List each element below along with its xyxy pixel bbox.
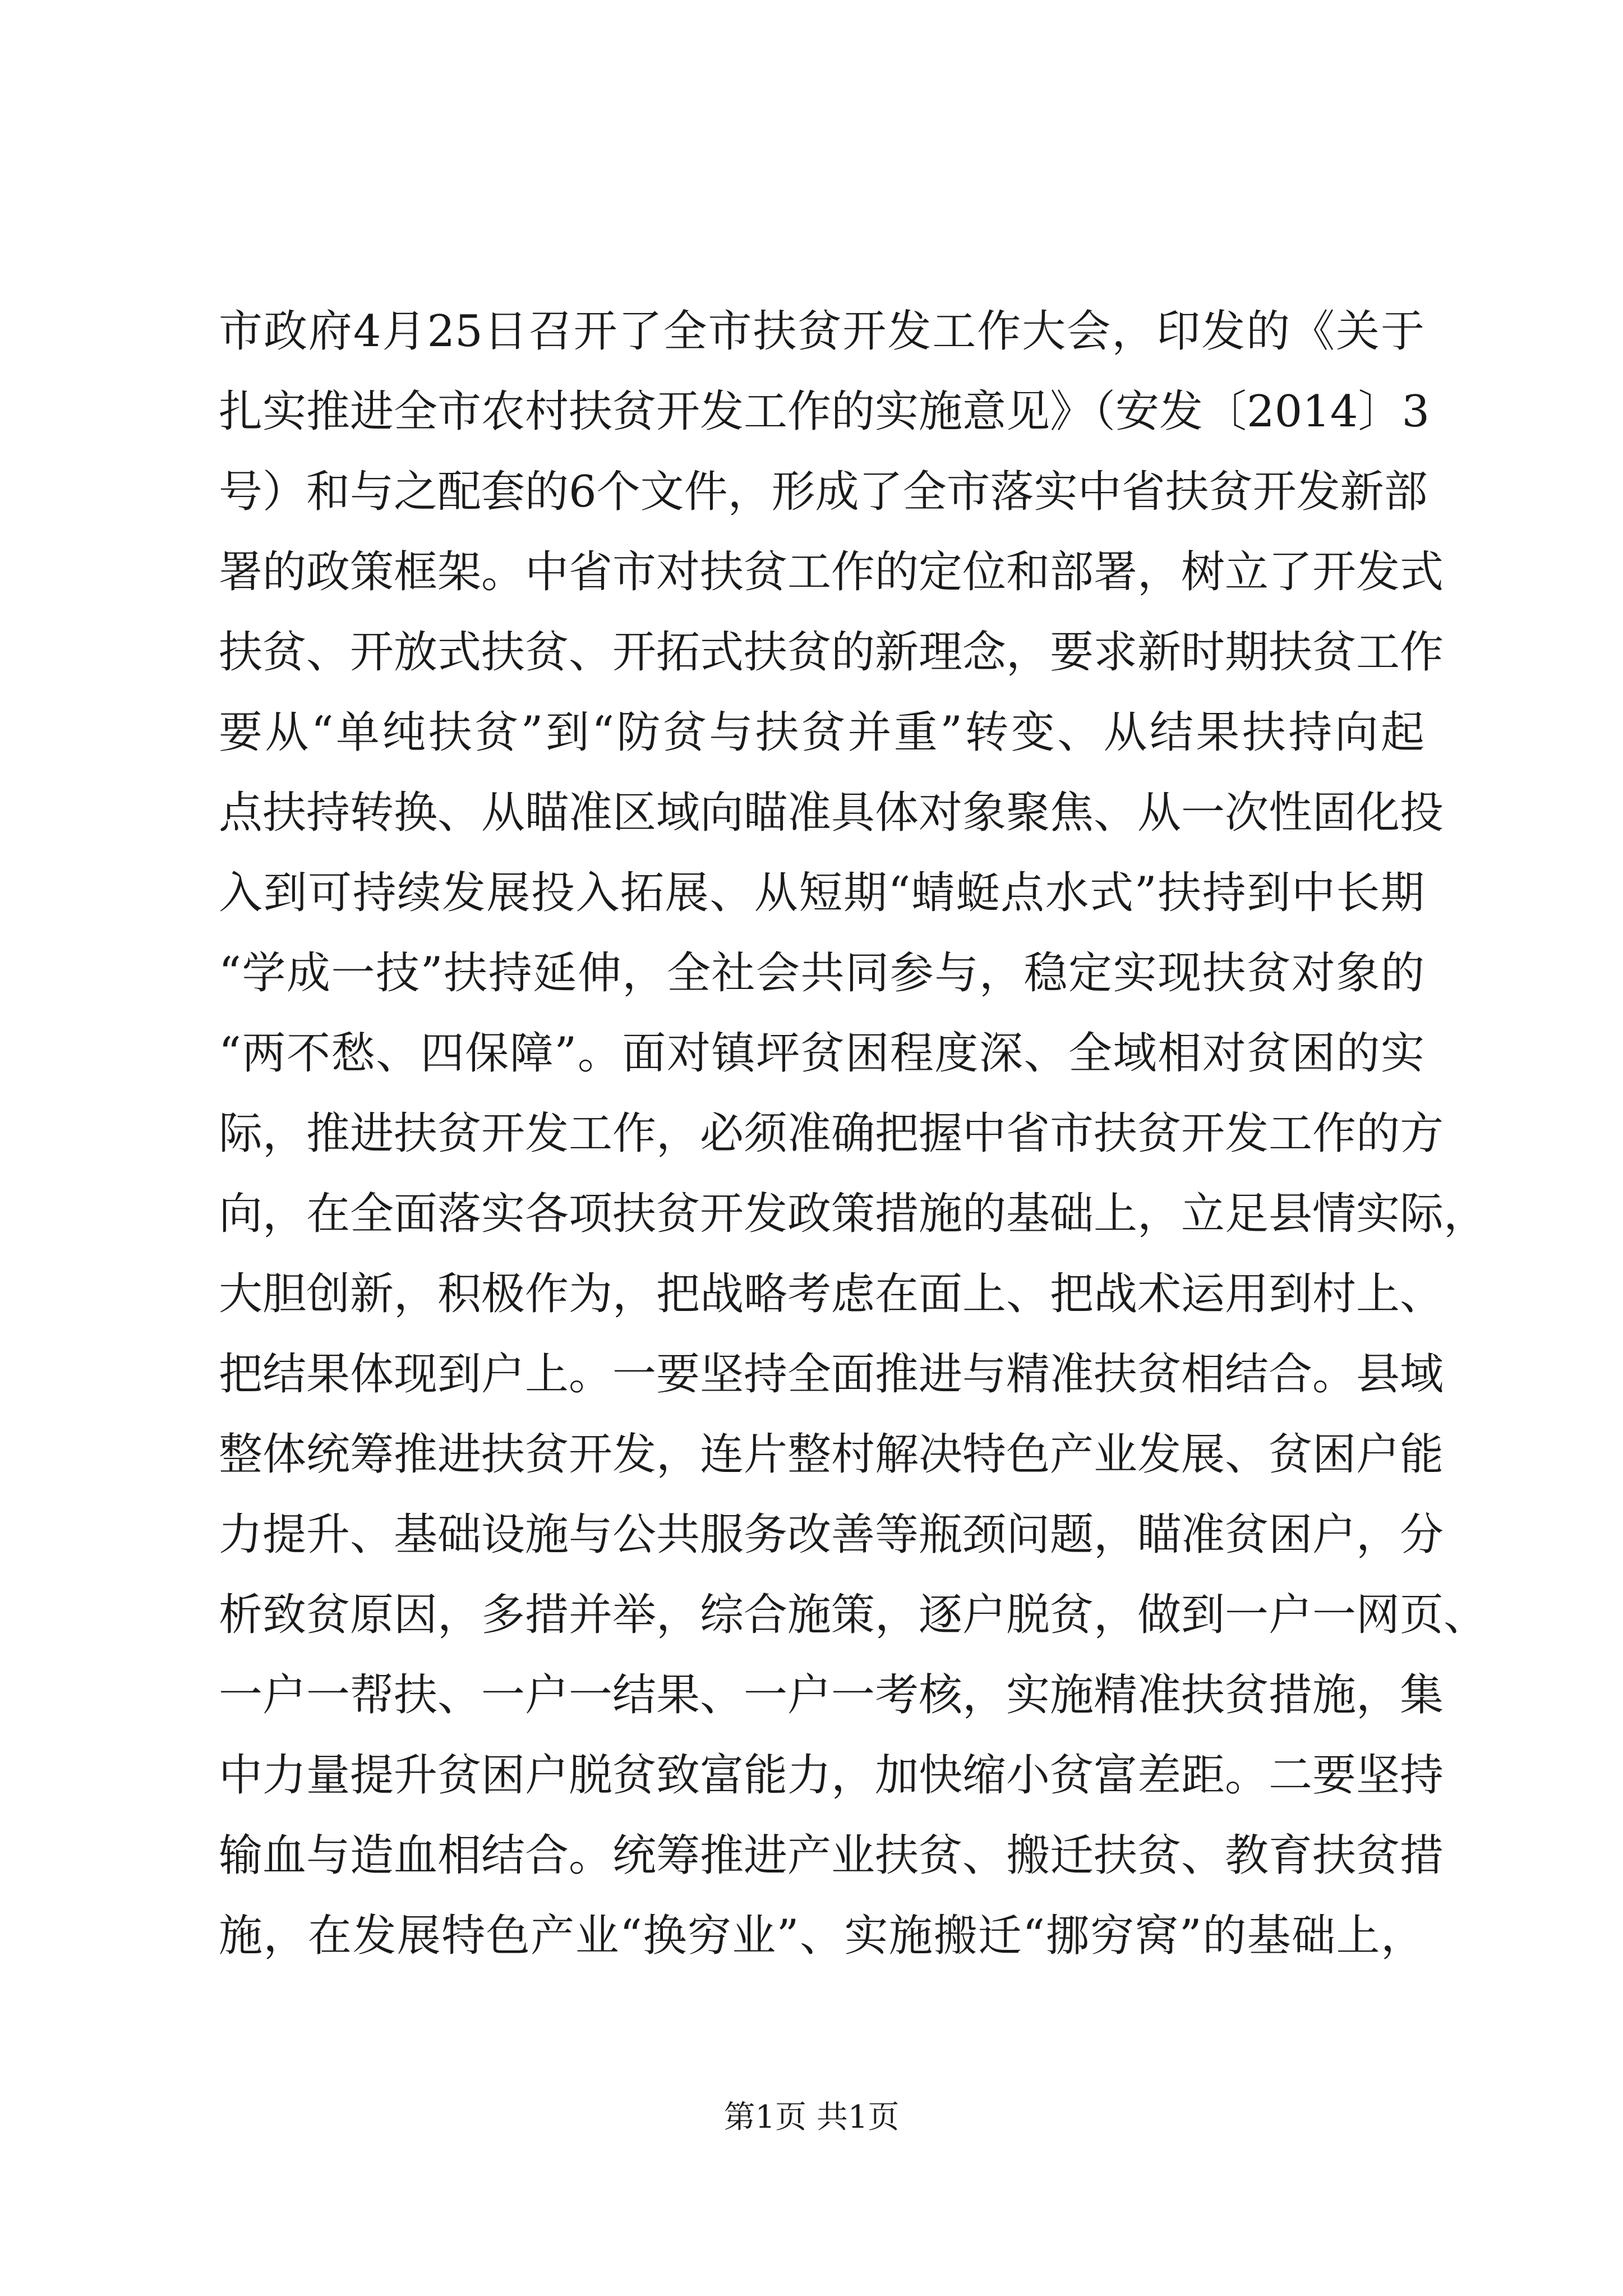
text-line-4: 署的政策框架。中省市对扶贫工作的定位和部署，树立了开发式 [219,547,1444,597]
text-line-20: 输血与造血相结合。统筹推进产业扶贫、搬迁扶贫、教育扶贫措 [219,1830,1444,1881]
text-line-3: 号）和与之配套的6个文件，形成了全市落实中省扶贫开发新部 [219,467,1428,517]
text-line-2: 扎实推进全市农村扶贫开发工作的实施意见》（安发〔2014〕3 [219,386,1430,437]
text-line-1: 市政府4月25日召开了全市扶贫开发工作大会，印发的《关于 [219,306,1424,357]
page-number-label: 第1页 共1页 [723,2099,900,2136]
text-line-15: 整体统筹推进扶贫开发，连片整村解决特色产业发展、贫困户能 [219,1429,1444,1480]
body-text [219,292,1488,1976]
text-line-10: “两不愁、四保障”。面对镇坪贫困程度深、全域相对贫困的实 [219,1028,1424,1079]
text-line-14: 把结果体现到户上。一要坚持全面推进与精准扶贫相结合。县域 [219,1349,1444,1400]
text-line-5: 扶贫、开放式扶贫、开拓式扶贫的新理念，要求新时期扶贫工作 [219,627,1444,678]
text-line-21: 施，在发展特色产业“换穷业”、实施搬迁“挪穷窝”的基础上， [219,1911,1424,1961]
text-line-11: 际，推进扶贫开发工作，必须准确把握中省市扶贫开发工作的方 [219,1108,1444,1159]
text-line-7: 点扶持转换、从瞄准区域向瞄准具体对象聚焦、从一次性固化投 [219,788,1444,838]
text-line-18: 一户一帮扶、一户一结果、一户一考核，实施精准扶贫措施，集 [219,1670,1444,1720]
text-line-12: 向，在全面落实各项扶贫开发政策措施的基础上，立足县情实际， [219,1189,1488,1239]
text-line-16: 力提升、基础设施与公共服务改善等瓶颈问题，瞄准贫困户，分 [219,1510,1444,1560]
text-line-19: 中力量提升贫困户脱贫致富能力，加快缩小贫富差距。二要坚持 [219,1750,1444,1801]
page-footer [0,2095,1623,2140]
text-line-17: 析致贫原因，多措并举，综合施策，逐户脱贫，做到一户一网页、 [219,1590,1488,1640]
text-line-13: 大胆创新，积极作为，把战略考虑在面上、把战术运用到村上、 [219,1269,1444,1319]
text-line-9: “学成一技”扶持延伸，全社会共同参与，稳定实现扶贫对象的 [219,948,1424,999]
text-line-8: 入到可持续发展投入拓展、从短期“蜻蜓点水式”扶持到中长期 [219,868,1424,918]
text-line-6: 要从“单纯扶贫”到“防贫与扶贫并重”转变、从结果扶持向起 [219,707,1424,758]
